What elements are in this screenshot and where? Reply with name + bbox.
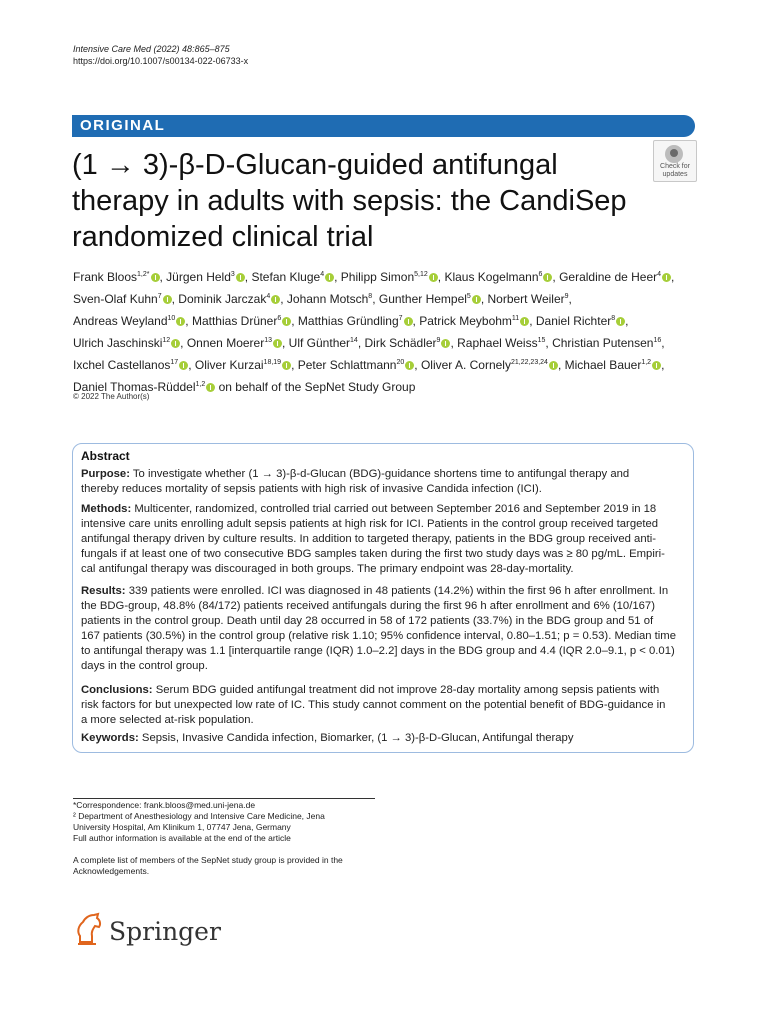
article-type-banner — [72, 115, 695, 137]
abstract-text: thereby reduces mortality of sepsis patients with high risk of invasive Candida infection (ICI). — [81, 483, 542, 495]
orcid-icon[interactable] — [273, 339, 282, 348]
abstract-line — [81, 467, 689, 482]
orcid-icon[interactable] — [662, 273, 671, 282]
affiliation-marker: 11 — [511, 315, 520, 322]
orcid-icon[interactable] — [282, 361, 291, 370]
author-name[interactable]: Johann Motsch — [286, 292, 369, 306]
footnote-line: ² Department of Anesthesiology and Intensive Care Medicine, Jena — [73, 811, 325, 821]
abstract-line — [81, 659, 689, 674]
affiliation-marker: 9 — [564, 293, 569, 300]
footnote-line[interactable]: *Correspondence: frank.bloos@med.uni-jena.de — [73, 800, 256, 810]
abstract-line — [81, 532, 689, 547]
author-name[interactable]: Daniel Richter — [535, 314, 612, 328]
abstract-line — [81, 517, 689, 532]
author-line: Andreas Weyland$^{10}$ , Matthias Drüner$^6$ , Matthias Gründling$^7$ , Patrick Meybohm$^{11}$ , Daniel Richter$^8$ , — [73, 314, 629, 328]
abstract-text: 339 patients were enrolled. ICI was diagnosed in 48 patients (14.2%) within the first 96 h after enrollment. In — [128, 585, 669, 597]
journal-citation: Intensive Care Med (2022) 48:865–875 — [73, 44, 230, 54]
abstract-text: Multicenter, randomized, controlled trial carried out between September 2016 and September 2019 in 18 — [134, 503, 657, 515]
orcid-icon[interactable] — [549, 361, 558, 370]
affiliation-marker: 15 — [537, 337, 546, 344]
abstract-text: to antifungal therapy was 1.1 [interquartile range (IQR) 1.0–2.2] days in the BDG group and 4.4 (IQR 2.0–9.1, p < 0.01) — [81, 645, 675, 657]
abstract-section-label: Methods: — [81, 503, 132, 515]
author-name[interactable]: Norbert Weiler — [487, 292, 565, 306]
abstract-text: fungals if at least one of two consecutive BDG samples taken during the first two study days was ≥ 80 pg/mL. Empiri- — [81, 548, 665, 560]
springer-horse-icon — [74, 912, 104, 946]
author-line: Frank Bloos$^{1,2*}$ , Jürgen Held$^3$ , Stefan Kluge$^4$ , Philipp Simon$^{5,12}$ , Klaus Kogelmann$^6$ , Geraldine de Heer$^4$ , — [73, 270, 675, 284]
author-name[interactable]: Gunther Hempel — [378, 292, 467, 306]
abstract-section — [81, 502, 689, 577]
correspondence-footnote — [73, 800, 403, 844]
affiliation-marker: 1,2* — [137, 271, 150, 278]
affiliation-marker: 8 — [611, 315, 616, 322]
abstract-line — [81, 614, 689, 629]
orcid-icon[interactable] — [616, 317, 625, 326]
affiliation-marker: 21,22,23,24 — [510, 359, 548, 366]
author-group-note: on behalf of the SepNet Study Group — [218, 380, 416, 394]
affiliation-marker: 8 — [368, 293, 373, 300]
orcid-icon[interactable] — [472, 295, 481, 304]
abstract-line — [81, 629, 689, 644]
author-name[interactable]: Raphael Weiss — [457, 336, 538, 350]
author-name[interactable]: Ixchel Castellanos — [73, 358, 171, 372]
affiliation-marker: 6 — [277, 315, 282, 322]
orcid-icon[interactable] — [206, 383, 215, 392]
abstract-text: the BDG-group, 48.8% (84/172) patients received antifungals during the first 96 h after enrollment and 6% (10/167) — [81, 600, 655, 612]
abstract-line — [81, 698, 689, 713]
author-name[interactable]: Dominik Jarczak — [178, 292, 267, 306]
affiliation-marker: 13 — [264, 337, 272, 344]
abstract-line — [81, 482, 689, 497]
affiliation-marker: 5 — [466, 293, 471, 300]
author-line — [73, 375, 698, 397]
affiliation-marker: 1,2 — [195, 381, 206, 388]
abstract-text: cal antifungal therapy was discouraged in both groups. The primary endpoint was 28-day-mortality. — [81, 563, 574, 575]
orcid-icon[interactable] — [543, 273, 552, 282]
title-line: (1 → 3)-β-D-Glucan-guided antifungal — [72, 149, 558, 181]
orcid-icon[interactable] — [151, 273, 160, 282]
abstract-line — [81, 599, 689, 614]
author-name[interactable]: Sven-Olaf Kuhn — [73, 292, 158, 306]
abstract-section — [81, 731, 689, 746]
author-line: Sven-Olaf Kuhn$^7$ , Dominik Jarczak$^4$ , Johann Motsch$^8$, Gunther Hempel$^5$ , Norbert Weiler$^9$, — [73, 292, 572, 306]
affiliation-marker: 4 — [320, 271, 325, 278]
abstract-text: patients in the control group. Death until day 28 occurred in 58 of 172 patients (33.7%) in the BDG group and 51 of — [81, 615, 654, 627]
abstract-section-label: Results: — [81, 585, 126, 597]
orcid-icon[interactable] — [405, 361, 414, 370]
orcid-icon[interactable] — [325, 273, 334, 282]
abstract-line — [81, 584, 689, 599]
orcid-icon[interactable] — [441, 339, 450, 348]
affiliation-marker: 4 — [657, 271, 662, 278]
check-for-updates-badge[interactable] — [653, 140, 697, 182]
author-name[interactable]: Daniel Thomas-Rüddel — [73, 380, 196, 394]
footnote-divider — [73, 798, 375, 799]
orcid-icon[interactable] — [236, 273, 245, 282]
footnote-line: A complete list of members of the SepNet study group is provided in the — [73, 855, 343, 865]
affiliation-marker: 1,2 — [641, 359, 652, 366]
abstract-text: days in the control group. — [81, 660, 208, 672]
author-name[interactable]: Ulrich Jaschinski — [73, 336, 163, 350]
update-icon — [665, 145, 683, 163]
affiliation-marker: 9 — [436, 337, 441, 344]
abstract-text: To investigate whether (1 → 3)-β-d-Glucan (BDG)-guidance shortens time to antifungal therapy and — [132, 468, 630, 480]
orcid-icon[interactable] — [652, 361, 661, 370]
author-list — [73, 265, 698, 397]
orcid-icon[interactable] — [171, 339, 180, 348]
author-name[interactable]: Christian Putensen — [552, 336, 654, 350]
affiliation-marker: 7 — [157, 293, 162, 300]
affiliation-marker: 12 — [162, 337, 171, 344]
author-name[interactable]: Oliver A. Cornely — [420, 358, 511, 372]
author-name[interactable]: Patrick Meybohm — [419, 314, 512, 328]
orcid-icon[interactable] — [163, 295, 172, 304]
author-name[interactable]: Peter Schlattmann — [297, 358, 397, 372]
orcid-icon[interactable] — [282, 317, 291, 326]
affiliation-marker: 7 — [398, 315, 403, 322]
author-name[interactable]: Ulf Günther — [288, 336, 351, 350]
abstract-section — [81, 683, 689, 728]
affiliation-marker: 3 — [230, 271, 235, 278]
doi-link[interactable]: https://doi.org/10.1007/s00134-022-06733-x — [73, 56, 249, 66]
footnote-line: Full author information is available at the end of the article — [73, 833, 291, 843]
author-name[interactable]: Michael Bauer — [564, 358, 642, 372]
author-name[interactable]: Geraldine de Heer — [559, 270, 658, 284]
orcid-icon[interactable] — [404, 317, 413, 326]
title-line: therapy in adults with sepsis: the CandiSep — [72, 185, 627, 217]
abstract-section-label: Conclusions: — [81, 684, 153, 696]
affiliation-marker: 18,19 — [263, 359, 282, 366]
orcid-icon[interactable] — [179, 361, 188, 370]
copyright-notice: © 2022 The Author(s) — [73, 392, 150, 401]
author-name[interactable]: Oliver Kurzai — [194, 358, 264, 372]
abstract-text: 167 patients (30.5%) in the control group (relative risk 1.10; 95% confidence interval, 0.80–1.51; p = 0.53). Median time — [81, 630, 677, 642]
abstract-heading: Abstract — [81, 449, 130, 463]
affiliation-marker: 20 — [396, 359, 405, 366]
orcid-icon[interactable] — [176, 317, 185, 326]
abstract-line — [81, 644, 689, 659]
abstract-text: intensive care units enrolling adult sepsis patients at high risk for ICI. Patients in the control group received targeted — [81, 518, 659, 530]
author-name[interactable]: Onnen Moerer — [186, 336, 265, 350]
affiliation-marker: 5,12 — [414, 271, 428, 278]
abstract-text: risk factors for but unexpected low rate of IC. This study cannot comment on the potential benefit of BDG-guidance in — [81, 699, 666, 711]
abstract-section — [81, 584, 689, 674]
abstract-line — [81, 683, 689, 698]
author-name[interactable]: Stefan Kluge — [251, 270, 321, 284]
abstract-line — [81, 547, 689, 562]
springer-logo — [74, 912, 224, 952]
author-name[interactable]: Philipp Simon — [340, 270, 415, 284]
affiliation-marker: 6 — [538, 271, 543, 278]
author-name[interactable]: Dirk Schädler — [364, 336, 437, 350]
affiliation-marker: 4 — [266, 293, 271, 300]
abstract-section-label: Purpose: — [81, 468, 130, 480]
affiliation-marker: 10 — [167, 315, 176, 322]
orcid-icon[interactable] — [429, 273, 438, 282]
author-name[interactable]: Matthias Drüner — [191, 314, 278, 328]
members-footnote — [73, 855, 403, 877]
affiliation-marker: 16 — [653, 337, 662, 344]
affiliation-marker: 14 — [350, 337, 358, 344]
abstract-line — [81, 562, 689, 577]
springer-wordmark: Springer — [109, 917, 221, 946]
footnote-line: University Hospital, Am Klinikum 1, 07747 Jena, Germany — [73, 822, 291, 832]
abstract-text: Sepsis, Invasive Candida infection, Biomarker, (1 → 3)-β-D-Glucan, Antifungal therapy — [141, 732, 574, 744]
orcid-icon[interactable] — [520, 317, 529, 326]
abstract-section — [81, 467, 689, 497]
author-name[interactable]: Matthias Gründling — [297, 314, 399, 328]
orcid-icon[interactable] — [271, 295, 280, 304]
abstract-text: a more selected at-risk population. — [81, 714, 254, 726]
abstract-section-label: Keywords: — [81, 732, 139, 744]
abstract-line — [81, 713, 689, 728]
author-name[interactable]: Jürgen Held — [166, 270, 231, 284]
article-type-label: ORIGINAL — [80, 117, 166, 134]
author-line: Ixchel Castellanos$^{17}$ , Oliver Kurzai$^{18,19}$ , Peter Schlattmann$^{20}$ , Oliver A. Cornely$^{21,22,23,24}$ , Michael Bauer$^{1,2}$ , — [73, 358, 665, 372]
author-line: Ulrich Jaschinski$^{12}$ , Onnen Moerer$^{13}$ , Ulf Günther$^{14}$, Dirk Schädler$^9$ , Raphael Weiss$^{15}$, Christian Putensen$^{16}$, — [73, 336, 665, 350]
abstract-line — [81, 502, 689, 517]
abstract-line — [81, 731, 689, 746]
author-name[interactable]: Andreas Weyland — [73, 314, 168, 328]
author-name[interactable]: Frank Bloos — [73, 270, 138, 284]
author-name[interactable]: Klaus Kogelmann — [444, 270, 539, 284]
check-for-updates-label: Check for updates — [660, 163, 690, 178]
abstract-text: antifungal therapy driven by culture results. In addition to targeted therapy, patients in the BDG group received anti- — [81, 533, 657, 545]
abstract-text: Serum BDG guided antifungal treatment did not improve 28-day mortality among sepsis patients with — [155, 684, 660, 696]
title-line: randomized clinical trial — [72, 221, 374, 253]
affiliation-marker: 17 — [170, 359, 179, 366]
article-title — [72, 147, 632, 255]
footnote-line: Acknowledgements. — [73, 866, 150, 876]
